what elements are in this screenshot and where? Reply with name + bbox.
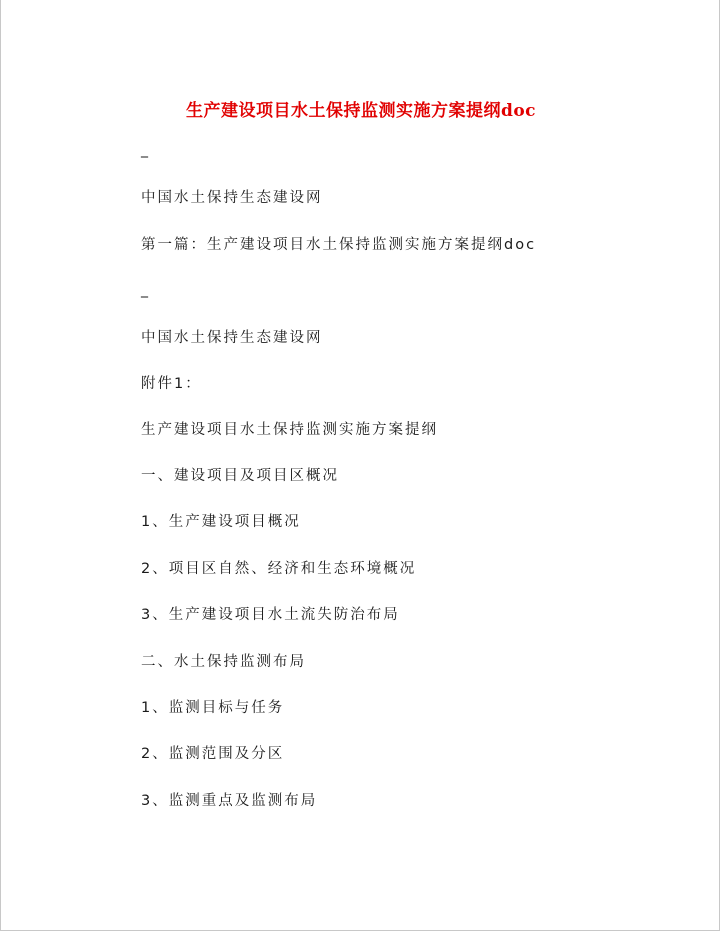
- section-heading: 二、水土保持监测布局: [141, 654, 306, 670]
- chapter-heading: 第一篇：生产建设项目水土保持监测实施方案提纲doc: [141, 237, 537, 253]
- attachment-label: 附件1：: [141, 376, 202, 392]
- separator-line: _: [141, 142, 148, 158]
- outline-title: 生产建设项目水土保持监测实施方案提纲: [141, 422, 438, 438]
- outline-item: 3、监测重点及监测布局: [141, 793, 318, 809]
- section-heading: 一、建设项目及项目区概况: [141, 468, 339, 484]
- source-line: 中国水土保持生态建设网: [141, 190, 323, 206]
- separator-line: _: [141, 282, 148, 298]
- document-title: 生产建设项目水土保持监测实施方案提纲doc: [185, 101, 537, 121]
- outline-item: 2、项目区自然、经济和生态环境概况: [141, 561, 417, 577]
- outline-item: 1、生产建设项目概况: [141, 514, 301, 530]
- source-line: 中国水土保持生态建设网: [141, 330, 323, 346]
- outline-item: 1、监测目标与任务: [141, 700, 285, 716]
- outline-item: 3、生产建设项目水土流失防治布局: [141, 607, 400, 623]
- outline-item: 2、监测范围及分区: [141, 746, 285, 762]
